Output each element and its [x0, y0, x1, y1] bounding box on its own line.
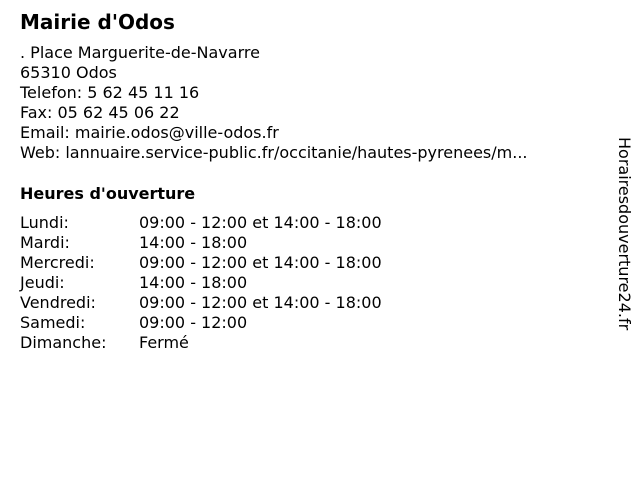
day-hours: 14:00 - 18:00	[139, 273, 248, 292]
email-address: Email: mairie.odos@ville-odos.fr	[20, 123, 279, 142]
hours-row-friday	[20, 293, 382, 313]
day-label: Mardi:	[20, 233, 70, 252]
address-postal-city: 65310 Odos	[20, 63, 117, 82]
day-hours: 14:00 - 18:00	[139, 233, 248, 252]
website-url: Web: lannuaire.service-public.fr/occitanie/hautes-pyrenees/m...	[20, 143, 528, 162]
day-hours: 09:00 - 12:00 et 14:00 - 18:00	[139, 213, 382, 232]
page-title: Mairie d'Odos	[20, 10, 175, 34]
fax-number: Fax: 05 62 45 06 22	[20, 103, 180, 122]
phone-number: Telefon: 5 62 45 11 16	[20, 83, 200, 102]
day-label: Dimanche:	[20, 333, 107, 352]
day-hours: Fermé	[139, 333, 189, 352]
address-street: . Place Marguerite-de-Navarre	[20, 43, 260, 62]
contact-block	[20, 43, 527, 163]
hours-row-tuesday	[20, 233, 382, 253]
day-label: Vendredi:	[20, 293, 96, 312]
day-hours: 09:00 - 12:00 et 14:00 - 18:00	[139, 293, 382, 312]
day-hours: 09:00 - 12:00	[139, 313, 248, 332]
day-label: Jeudi:	[20, 273, 65, 292]
hours-row-monday	[20, 213, 382, 233]
hours-row-thursday	[20, 273, 382, 293]
day-hours: 09:00 - 12:00 et 14:00 - 18:00	[139, 253, 382, 272]
opening-hours-table	[20, 213, 382, 353]
site-watermark: Horairesdouverture24.fr	[615, 137, 634, 331]
day-label: Mercredi:	[20, 253, 95, 272]
day-label: Samedi:	[20, 313, 86, 332]
opening-hours-heading: Heures d'ouverture	[20, 184, 196, 203]
day-label: Lundi:	[20, 213, 69, 232]
hours-row-saturday	[20, 313, 382, 333]
hours-row-wednesday	[20, 253, 382, 273]
hours-row-sunday	[20, 333, 382, 353]
